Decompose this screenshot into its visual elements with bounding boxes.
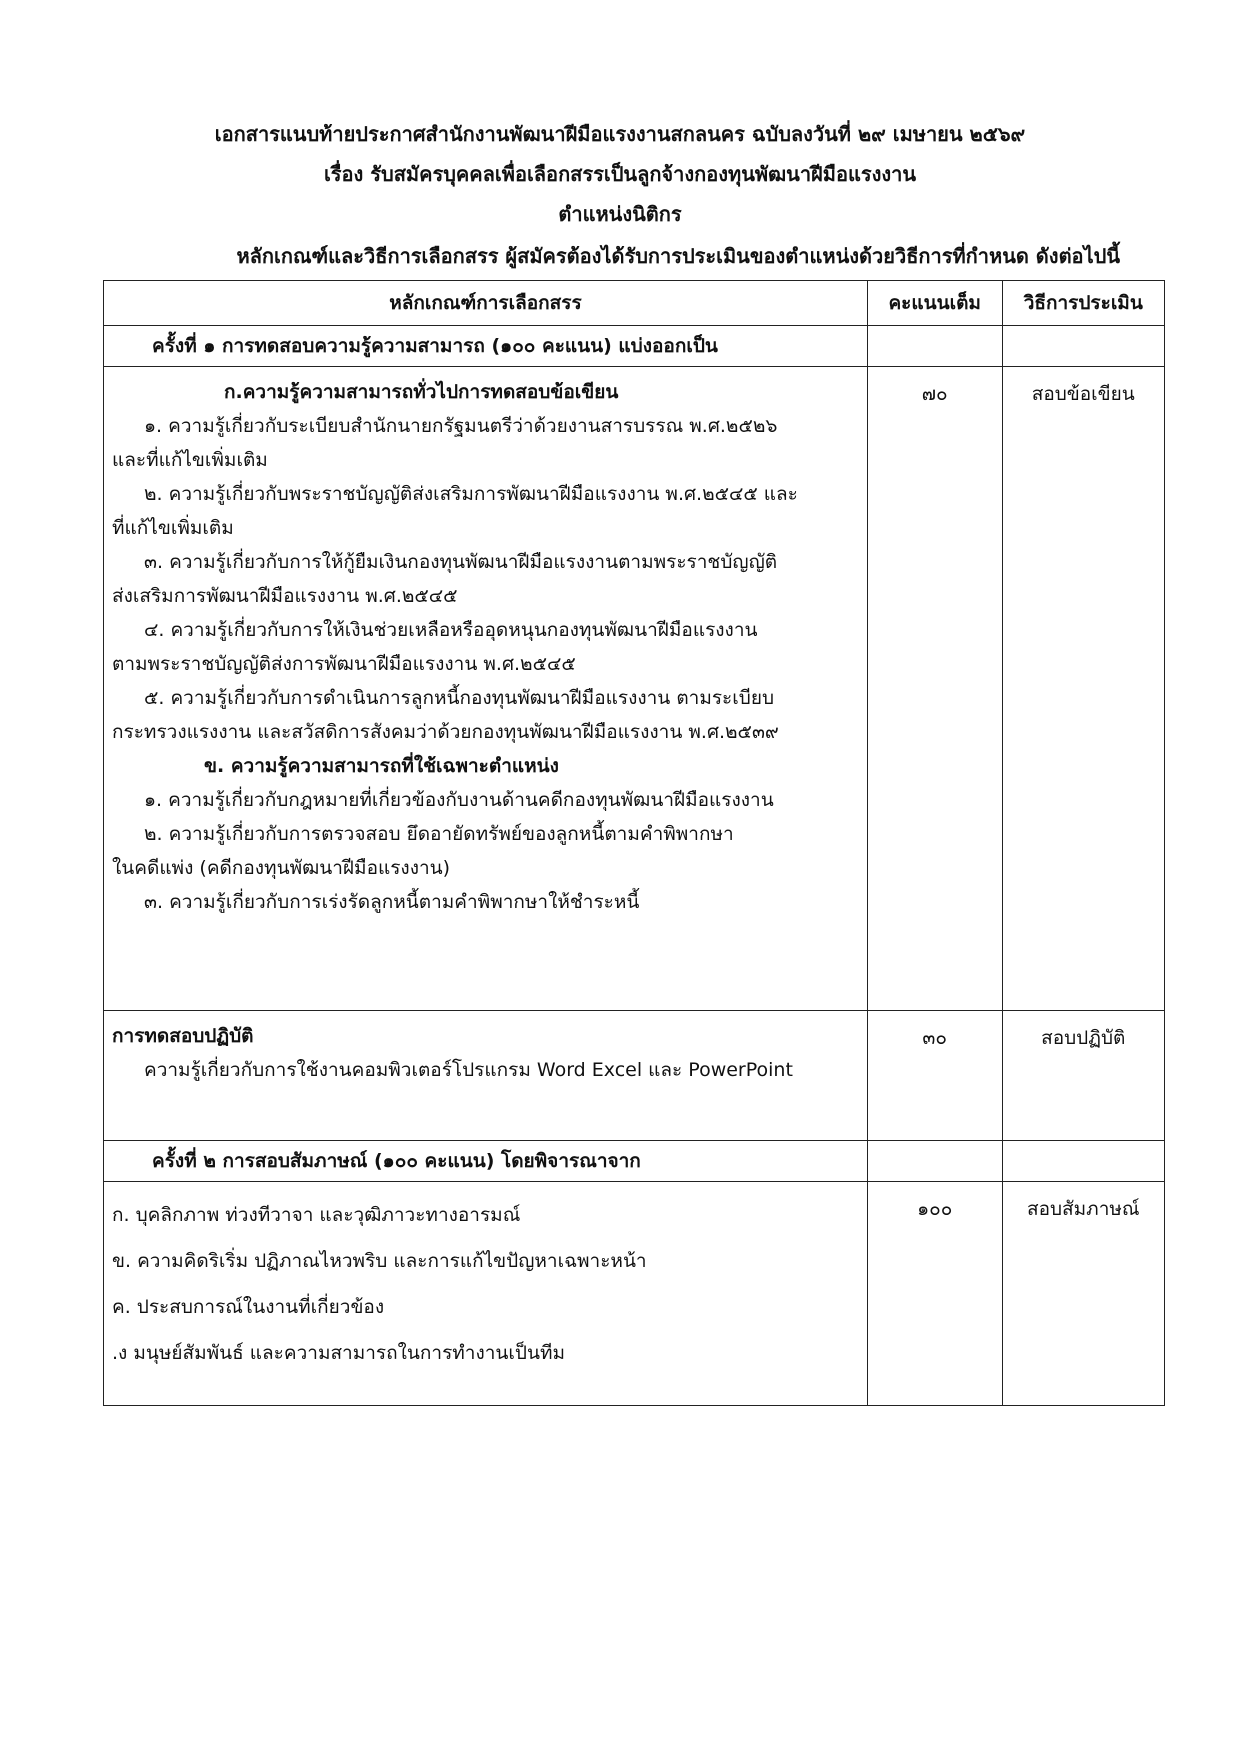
list-item: ข. ความคิดริเริ่ม ปฏิภาณไหวพริบ และการแก้ไขปัญหาเฉพาะหน้า (112, 1250, 647, 1272)
list-item: ที่แก้ไขเพิ่มเติม (112, 517, 234, 539)
column-header-criteria: หลักเกณฑ์การเลือกสรร (104, 281, 868, 326)
list-item: ๒. ความรู้เกี่ยวกับการตรวจสอบ ยึดอายัดทรัพย์ของลูกหนี้ตามคำพิพากษา (144, 823, 734, 845)
list-item: .ง มนุษย์สัมพันธ์ และความสามารถในการทำงานเป็นทีม (112, 1342, 565, 1364)
criteria-table (103, 280, 1165, 1406)
empty-cell (1002, 1141, 1164, 1182)
list-item: ๔. ความรู้เกี่ยวกับการให้เงินช่วยเหลือหรืออุดหนุนกองทุนพัฒนาฝีมือแรงงาน (144, 619, 758, 641)
list-item: กระทรวงแรงงาน และสวัสดิการสังคมว่าด้วยกองทุนพัฒนาฝีมือแรงงาน พ.ศ.๒๕๓๙ (112, 721, 779, 743)
written-test-row (104, 367, 1165, 1011)
list-item: ส่งเสริมการพัฒนาฝีมือแรงงาน พ.ศ.๒๕๔๕ (112, 585, 458, 607)
empty-cell (1002, 326, 1164, 367)
round-1-title: ครั้งที่ ๑ การทดสอบความรู้ความสามารถ (๑๐๐ คะแนน) แบ่งออกเป็น (104, 326, 868, 367)
table-header-row (104, 281, 1165, 326)
interview-method: สอบสัมภาษณ์ (1002, 1182, 1164, 1406)
interview-cell (104, 1182, 868, 1406)
empty-cell (867, 326, 1002, 367)
practical-test-row (104, 1011, 1165, 1141)
round-1-row (104, 326, 1165, 367)
specific-knowledge-heading: ข. ความรู้ความสามารถที่ใช้เฉพาะตำแหน่ง (204, 755, 559, 777)
list-item: ๑. ความรู้เกี่ยวกับระเบียบสำนักนายกรัฐมนตรีว่าด้วยงานสารบรรณ พ.ศ.๒๕๒๖ (144, 415, 778, 437)
list-item: ค. ประสบการณ์ในงานที่เกี่ยวข้อง (112, 1296, 385, 1318)
practical-test-heading: การทดสอบปฏิบัติ (112, 1025, 254, 1047)
round-2-row (104, 1141, 1165, 1182)
list-item: ๑. ความรู้เกี่ยวกับกฎหมายที่เกี่ยวข้องกับงานด้านคดีกองทุนพัฒนาฝีมือแรงงาน (144, 789, 774, 811)
written-test-method: สอบข้อเขียน (1002, 367, 1164, 1011)
practical-test-cell (104, 1011, 868, 1141)
document-subject-line: เรื่อง รับสมัครบุคคลเพื่อเลือกสรรเป็นลูกจ้างกองทุนพัฒนาฝีมือแรงงาน (323, 162, 917, 186)
list-item: ก. บุคลิกภาพ ท่วงทีวาจา และวุฒิภาวะทางอารมณ์ (112, 1204, 521, 1226)
position-title: ตำแหน่งนิติกร (558, 202, 682, 226)
list-item: ตามพระราชบัญญัติส่งการพัฒนาฝีมือแรงงาน พ.ศ.๒๕๔๕ (112, 653, 576, 675)
column-header-full-score: คะแนนเต็ม (867, 281, 1002, 326)
practical-test-score: ๓๐ (867, 1011, 1002, 1141)
list-item: ๓. ความรู้เกี่ยวกับการเร่งรัดลูกหนี้ตามคำพิพากษาให้ชำระหนี้ (144, 891, 640, 913)
empty-cell (867, 1141, 1002, 1182)
practical-test-method: สอบปฏิบัติ (1002, 1011, 1164, 1141)
round-2-title: ครั้งที่ ๒ การสอบสัมภาษณ์ (๑๐๐ คะแนน) โดยพิจารณาจาก (104, 1141, 868, 1182)
list-item: ในคดีแพ่ง (คดีกองทุนพัฒนาฝีมือแรงงาน) (112, 857, 451, 879)
list-item: ๒. ความรู้เกี่ยวกับพระราชบัญญัติส่งเสริมการพัฒนาฝีมือแรงงาน พ.ศ.๒๕๔๕ และ (144, 483, 798, 505)
document-title-line-1: เอกสารแนบท้ายประกาศสำนักงานพัฒนาฝีมือแรงงานสกลนคร ฉบับลงวันที่ ๒๙ เมษายน ๒๕๖๙ (214, 122, 1026, 146)
interview-row (104, 1182, 1165, 1406)
list-item: ๕. ความรู้เกี่ยวกับการดำเนินการลูกหนี้กองทุนพัฒนาฝีมือแรงงาน ตามระเบียบ (144, 687, 775, 709)
list-item: ๓. ความรู้เกี่ยวกับการให้กู้ยืมเงินกองทุนพัฒนาฝีมือแรงงานตามพระราชบัญญัติ (144, 551, 778, 573)
criteria-intro: หลักเกณฑ์และวิธีการเลือกสรร ผู้สมัครต้องได้รับการประเมินของตำแหน่งด้วยวิธีการที่กำหนด ดังต่อไปนี้ (236, 244, 1120, 268)
interview-score: ๑๐๐ (867, 1182, 1002, 1406)
list-item: และที่แก้ไขเพิ่มเติม (112, 449, 268, 471)
column-header-method: วิธีการประเมิน (1002, 281, 1164, 326)
written-test-cell (104, 367, 868, 1011)
written-test-heading: ก.ความรู้ความสามารถทั่วไปการทดสอบข้อเขียน (224, 381, 619, 403)
written-test-score: ๗๐ (867, 367, 1002, 1011)
list-item: ความรู้เกี่ยวกับการใช้งานคอมพิวเตอร์โปรแกรม Word Excel และ PowerPoint (144, 1059, 793, 1081)
